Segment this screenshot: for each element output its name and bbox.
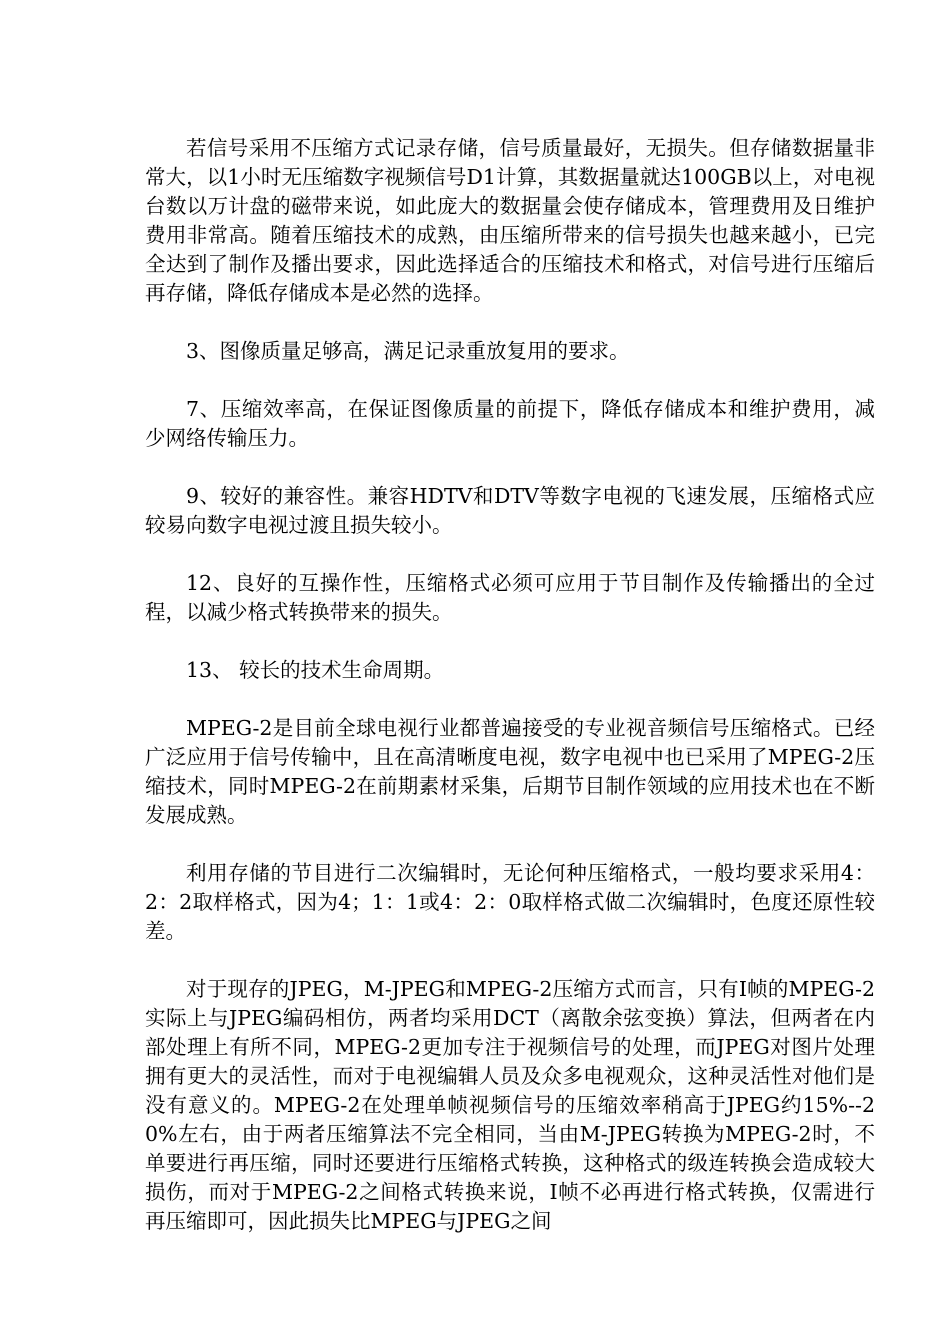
paragraph-item-9: 9、较好的兼容性。兼容HDTV和DTV等数字电视的飞速发展，压缩格式应较易向数字电视过渡且损失较小。 xyxy=(145,484,875,537)
paragraph-item-13: 13、 较长的技术生命周期。 xyxy=(186,658,445,682)
paragraph-item-3: 3、图像质量足够高，满足记录重放复用的要求。 xyxy=(186,339,630,363)
paragraph-sampling-format: 利用存储的节目进行二次编辑时，无论何种压缩格式，一般均要求采用4：2：2取样格式，因为4；1：1或4：2：0取样格式做二次编辑时，色度还原性较差。 xyxy=(145,861,875,943)
paragraph-item-12: 12、良好的互操作性，压缩格式必须可应用于节目制作及传输播出的全过程，以减少格式转换带来的损失。 xyxy=(145,571,875,624)
paragraph-mpeg2-intro: MPEG-2是目前全球电视行业都普遍接受的专业视音频信号压缩格式。已经广泛应用于信号传输中，且在高清晰度电视，数字电视中也已采用了MPEG-2压缩技术，同时MPEG-2在前期素材采集，后期节目制作领域的应用技术也在不断发展成熟。 xyxy=(145,716,875,827)
paragraph-jpeg-comparison: 对于现存的JPEG，M-JPEG和MPEG-2压缩方式而言，只有I帧的MPEG-2实际上与JPEG编码相仿，两者均采用DCT（离散余弦变换）算法，但两者在内部处理上有所不同，MPEG-2更加专注于视频信号的处理，而JPEG对图片处理拥有更大的灵活性，而对于电视编辑人员及众多电视观众，这种灵活性对他们是没有意义的。MPEG-2在处理单帧视频信号的压缩效率稍高于JPEG约15%--20%左右，由于两者压缩算法不完全相同，当由M-JPEG转换为MPEG-2时，不单要进行再压缩，同时还要进行压缩格式转换，这种格式的级连转换会造成较大损伤，而对于MPEG-2之间格式转换来说，I帧不必再进行格式转换，仅需进行再压缩即可，因此损失比MPEG与JPEG之间 xyxy=(145,977,875,1233)
paragraph-item-7: 7、压缩效率高，在保证图像质量的前提下，降低存储成本和维护费用，减少网络传输压力。 xyxy=(145,397,875,450)
paragraph-storage-compression: 若信号采用不压缩方式记录存储，信号质量最好，无损失。但存储数据量非常大，以1小时无压缩数字视频信号D1计算，其数据量就达100GB以上，对电视台数以万计盘的磁带来说，如此庞大的数据量会使存储成本，管理费用及日维护费用非常高。随着压缩技术的成熟，由压缩所带来的信号损失也越来越小，已完全达到了制作及播出要求，因此选择适合的压缩技术和格式，对信号进行压缩后再存储，降低存储成本是必然的选择。 xyxy=(145,136,875,305)
document-body xyxy=(145,134,875,1265)
